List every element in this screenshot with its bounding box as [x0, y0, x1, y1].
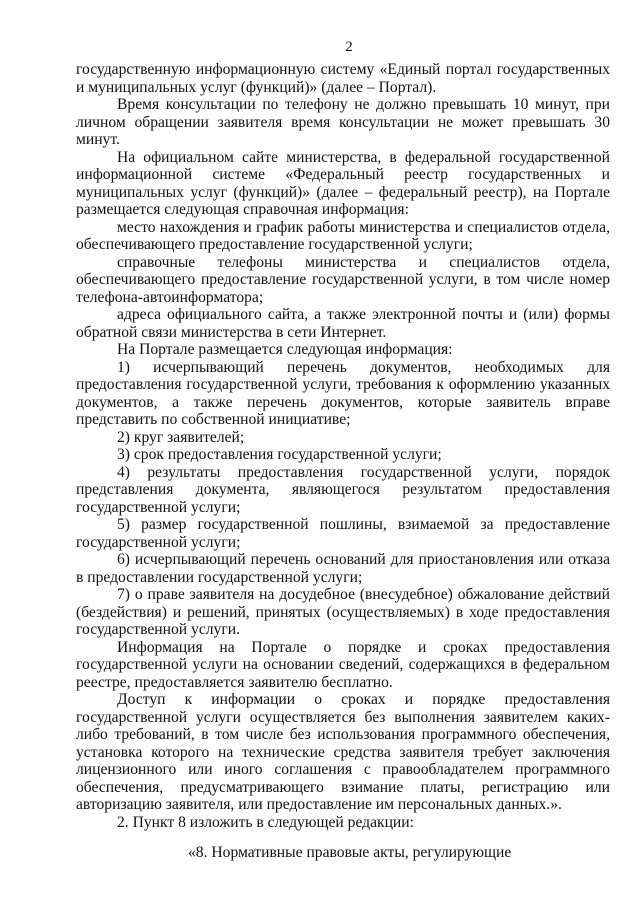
- list-item-6: 6) исчерпывающий перечень оснований для приостановления или отказа в предоставлении государственной услуги;: [76, 551, 610, 586]
- paragraph-free-information: Информация на Портале о порядке и сроках предоставления государственной услуги на основании сведений, содержащихся в федеральном реестре, предоставляется заявителю бесплатно.: [76, 638, 610, 691]
- document-body: [76, 61, 610, 831]
- paragraph-portal-info-intro: На Портале размещается следующая информация:: [117, 341, 453, 358]
- list-item-2: 2) круг заявителей;: [117, 428, 245, 446]
- list-item-5: 5) размер государственной пошлины, взимаемой за предоставление государственной услуги;: [76, 516, 610, 551]
- list-item-7: 7) о праве заявителя на досудебное (внесудебное) обжалование действий (бездействия) и решений, принятых (осуществляемых) в ходе предоставления государственной услуги.: [76, 586, 610, 638]
- list-item-4: 4) результаты предоставления государственной услуги, порядок представления документа, являющегося результатом предоставления государственной услуги;: [76, 463, 610, 516]
- paragraph-portal-definition: государственную информационную систему «Единый портал государственных и муниципальных услуг (функций)» (далее – Портал).: [76, 61, 610, 96]
- paragraph-reference-info-intro: На официальном сайте министерства, в федеральной государственной информационной системе «Федеральный реестр государственных и муниципальных услуг (функций)» (далее – федеральный реестр), на Портале размещается следующая справочная информация:: [76, 148, 610, 218]
- list-item-1: 1) исчерпывающий перечень документов, необходимых для предоставления государственной услуги, требования к оформлению указанных документов, а также перечень документов, которые заявитель вправе представить по собственной инициативе;: [76, 358, 610, 428]
- paragraph-reference-phones: справочные телефоны министерства и специалистов отдела, обеспечивающего предоставление государственной услуги, в том числе номер телефона-автоинформатора;: [76, 253, 610, 306]
- list-item-3: 3) срок предоставления государственной услуги;: [117, 446, 442, 463]
- paragraph-amendment-item-8: 2. Пункт 8 изложить в следующей редакции:: [117, 813, 414, 831]
- paragraph-access-conditions: Доступ к информации о сроках и порядке предоставления государственной услуги осуществляется без выполнения заявителем каких-либо требований, в том числе без использования программного обеспечения, установка которого на технические средства заявителя требует заключения лицензионного или иного соглашения с правообладателем программного обеспечения, предусматривающего взимание платы, регистрацию или авторизацию заявителя, или предоставление им персональных данных.».: [76, 691, 610, 813]
- paragraph-website-email: адреса официального сайта, а также электронной почты и (или) формы обратной связи министерства в сети Интернет.: [76, 306, 610, 341]
- paragraph-location-schedule: место нахождения и график работы министерства и специалистов отдела, обеспечивающего предоставление государственной услуги;: [76, 218, 610, 253]
- quoted-section-heading: «8. Нормативные правовые акты, регулирующие: [188, 844, 512, 861]
- paragraph-consultation-time: Время консультации по телефону не должно превышать 10 минут, при личном обращении заявителя время консультации не может превышать 30 минут.: [76, 96, 610, 148]
- page-number: 2: [345, 39, 353, 55]
